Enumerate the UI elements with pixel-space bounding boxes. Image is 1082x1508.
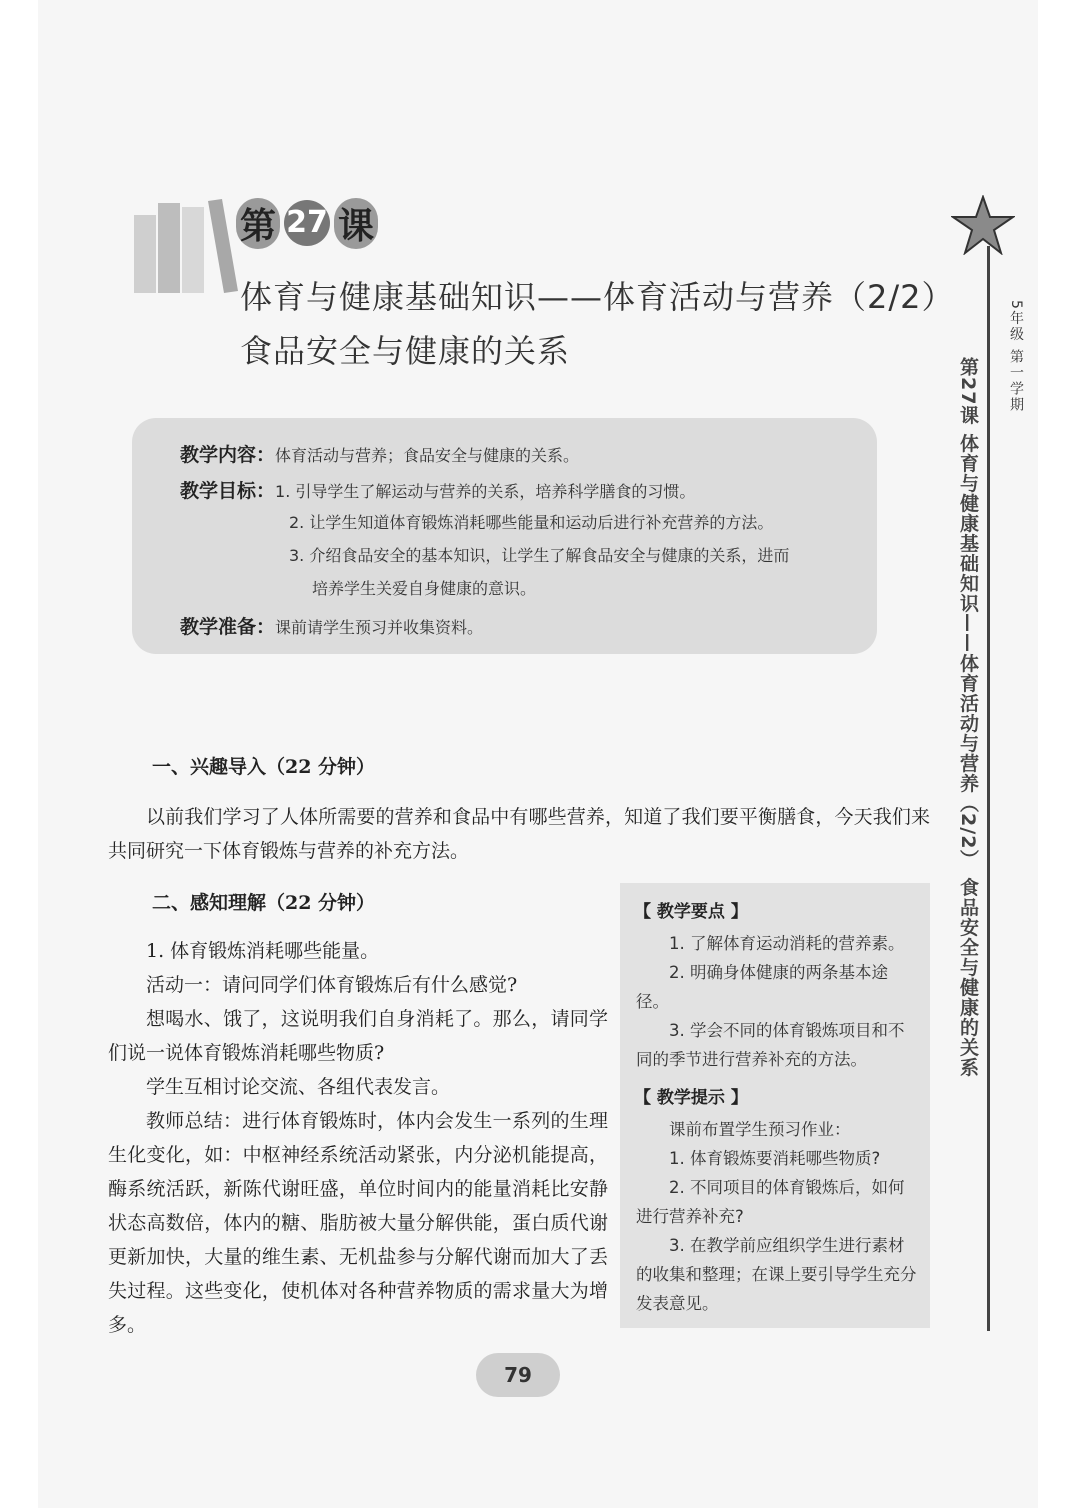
lesson-title-line2: 食品安全与健康的关系 [240, 332, 571, 370]
teaching-goal-3a: 3. 介绍食品安全的基本知识，让学生了解食品安全与健康的关系，进而 [289, 546, 790, 565]
side-notes-panel [620, 883, 930, 1328]
lesson-number: 27 [284, 200, 330, 246]
teaching-points-list [636, 929, 920, 1074]
lesson-number-badge [236, 200, 378, 246]
teaching-points-heading: 【 教学要点 】 [634, 902, 748, 922]
teaching-content-label: 教学内容： [180, 444, 276, 466]
section1-heading: 一、兴趣导入（22 分钟） [152, 756, 376, 778]
teaching-tip-intro: 课前布置学生预习作业： [669, 1120, 851, 1139]
chapter-running-title: 第27课 体育与健康基础知识——体育活动与营养（2/2） 食品安全与健康的关系 [957, 357, 979, 1078]
teaching-tips-list [636, 1115, 920, 1318]
teaching-prep-label: 教学准备： [180, 616, 276, 638]
books-icon [130, 195, 240, 295]
teaching-prep-row [180, 612, 483, 639]
lesson-title-line1: 体育与健康基础知识——体育活动与营养（2/2） [240, 278, 955, 316]
teaching-content-row [180, 440, 579, 467]
lesson-suffix: 课 [334, 198, 378, 249]
section2-p1: 1. 体育锻炼消耗哪些能量。 [146, 940, 380, 962]
teaching-point-3: 3. 学会不同的体育锻炼项目和不同的季节进行营养补充的方法。 [636, 1021, 905, 1069]
section2-p2: 活动一：请问同学们体育锻炼后有什么感觉? [146, 974, 518, 996]
star-icon [951, 195, 1015, 255]
grade-term-label: 5年级 第一学期 [1008, 300, 1024, 414]
teaching-tip-2: 2. 不同项目的体育锻炼后，如何进行营养补充? [636, 1178, 905, 1226]
page-number: 79 [476, 1353, 560, 1397]
section2-p5: 教师总结：进行体育锻炼时，体内会发生一系列的生理生化变化，如：中枢神经系统活动紧张，内分泌机能提高，酶系统活跃，新陈代谢旺盛，单位时间内的能量消耗比安静状态高数倍，体内的糖、脂肪被大量分解供能，蛋白质代谢更新加快，大量的维生素、无机盐参与分解代谢而加大了丢失过程。这些变化，使机体对各种营养物质的需求量大为增多。 [108, 1110, 608, 1336]
margin-divider-line [987, 246, 990, 1331]
section2-p4: 学生互相讨论交流、各组代表发言。 [146, 1076, 451, 1098]
teaching-tips-heading: 【 教学提示 】 [634, 1088, 748, 1108]
teaching-point-1: 1. 了解体育运动消耗的营养素。 [669, 934, 905, 953]
section2-p3: 想喝水、饿了，这说明我们自身消耗了。那么，请同学们说一说体育锻炼消耗哪些物质? [108, 1008, 608, 1064]
teaching-goal-1: 1. 引导学生了解运动与营养的关系，培养科学膳食的习惯。 [275, 482, 696, 501]
teaching-goal-2: 2. 让学生知道体育锻炼消耗哪些能量和运动后进行补充营养的方法。 [289, 513, 774, 532]
teaching-goals-label: 教学目标： [180, 480, 276, 502]
section1-paragraph: 以前我们学习了人体所需要的营养和食品中有哪些营养，知道了我们要平衡膳食，今天我们来共同研究一下体育锻炼与营养的补充方法。 [108, 806, 930, 862]
teaching-tip-3: 3. 在教学前应组织学生进行素材的收集和整理；在课上要引导学生充分发表意见。 [636, 1236, 917, 1313]
lesson-prefix: 第 [236, 198, 280, 249]
teaching-goal-3b: 培养学生关爱自身健康的意识。 [312, 579, 537, 598]
teaching-content-text: 体育活动与营养；食品安全与健康的关系。 [275, 446, 580, 465]
section2-heading: 二、感知理解（22 分钟） [152, 892, 376, 914]
teaching-point-2: 2. 明确身体健康的两条基本途径。 [636, 963, 888, 1011]
teaching-goals-row [180, 476, 695, 503]
teaching-tip-1: 1. 体育锻炼要消耗哪些物质? [669, 1149, 881, 1168]
teaching-prep-text: 课前请学生预习并收集资料。 [275, 618, 484, 637]
objectives-box [132, 418, 877, 654]
